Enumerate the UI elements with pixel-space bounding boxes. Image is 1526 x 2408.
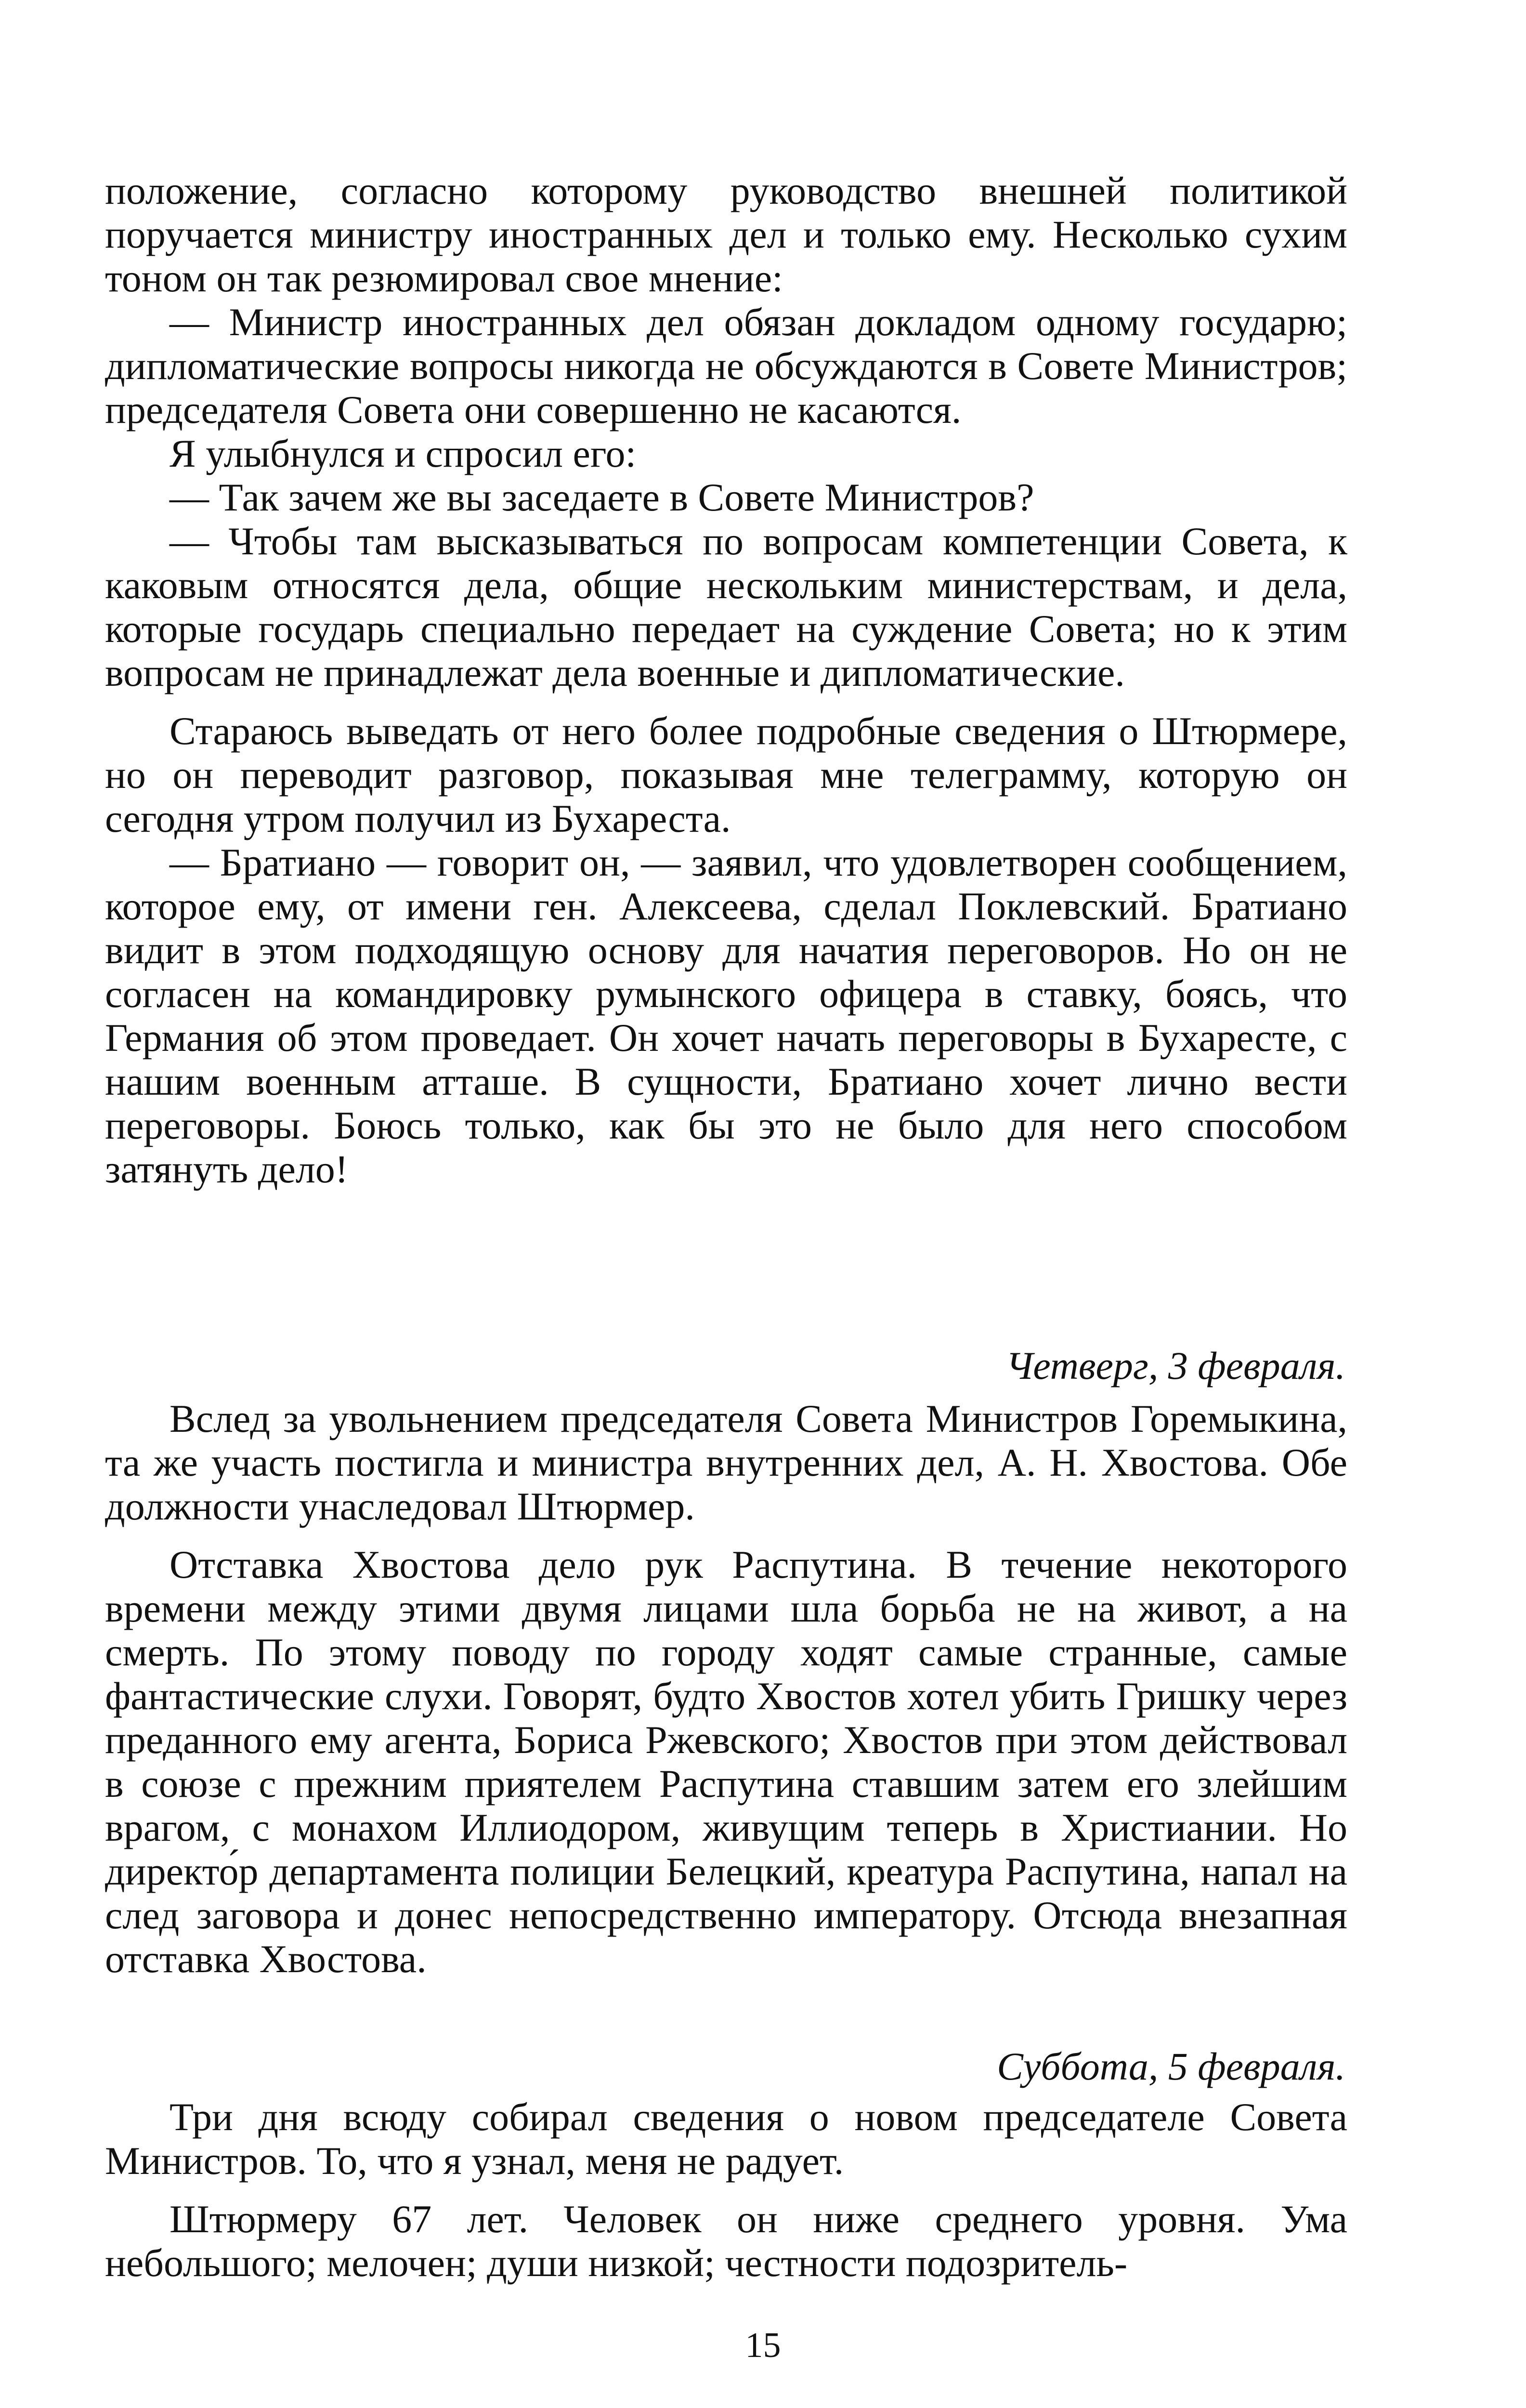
paragraph: Штюрмеру 67 лет. Человек он ниже среднего уровня. Ума небольшого; мелочен; души низкой; честности подозритель- [105, 2197, 1347, 2285]
text-block-2 [105, 1397, 1347, 1981]
paragraph: — Чтобы там высказываться по вопросам компетенции Совета, к каковым относятся дела, общие нескольким министерствам, и дела, которые государь специально передает на суждение Совета; но к этим вопросам не принадлежат дела военные и дипломатические. [105, 519, 1347, 694]
paragraph: Три дня всюду собирал сведения о новом председателе Совета Министров. То, что я узнал, меня не радует. [105, 2095, 1347, 2183]
date-heading: Четверг, 3 февраля. [1005, 1344, 1345, 1387]
text-block-1 [105, 169, 1347, 1191]
paragraph: Стараюсь выведать от него более подробные сведения о Штюрмере, но он переводит разговор, показывая мне телеграмму, которую он сегодня утром получил из Бухареста. [105, 709, 1347, 840]
paragraph: — Министр иностранных дел обязан докладом одному государю; дипломатические вопросы никогда не обсуждаются в Совете Министров; председателя Совета они совершенно не касаются. [105, 300, 1347, 432]
text-block-3 [105, 2095, 1347, 2285]
paragraph: — Братиано — говорит он, — заявил, что удовлетворен сообщением, которое ему, от имени ген. Алексеева, сделал Поклевский. Братиано видит в этом подходящую основу для начатия переговоров. Но он не согласен на командировку румынского офицера в ставку, боясь, что Германия об этом проведает. Он хочет начать переговоры в Бухаресте, с нашим военным атташе. В сущности, Братиано хочет лично вести переговоры. Боюсь только, как бы это не было для него способом затянуть дело! [105, 840, 1347, 1191]
paragraph: — Так зачем же вы заседаете в Совете Министров? [170, 475, 1034, 519]
paragraph: Отставка Хвостова дело рук Распутина. В течение некоторого времени между этими двумя лицами шла борьба не на живот, а на смерть. По этому поводу по городу ходят самые странные, самые фантастические слухи. Говорят, будто Хвостов хотел убить Гришку через преданного ему агента, Бориса Ржевского; Хвостов при этом действовал в союзе с прежним приятелем Распутина ставшим затем его злейшим врагом, с монахом Иллиодором, живущим теперь в Христиании. Но директо́р департамента полиции Белецкий, креатура Распутина, напал на след заговора и донес непосредственно императору. Отсюда внезапная отставка Хвостова. [105, 1543, 1347, 1981]
date-heading: Суббота, 5 февраля. [997, 2044, 1345, 2088]
paragraph: положение, согласно которому руководство внешней политикой поручается министру иностранных дел и только ему. Несколько сухим тоном он так резюмировал свое мнение: [105, 169, 1347, 300]
paragraph: Я улыбнулся и спросил его: [170, 432, 637, 475]
paragraph: Вслед за увольнением председателя Совета Министров Горемыкина, та же участь постигла и министра внутренних дел, А. Н. Хвостова. Обе должности унаследовал Штюрмер. [105, 1397, 1347, 1528]
page-number: 15 [745, 2326, 781, 2365]
